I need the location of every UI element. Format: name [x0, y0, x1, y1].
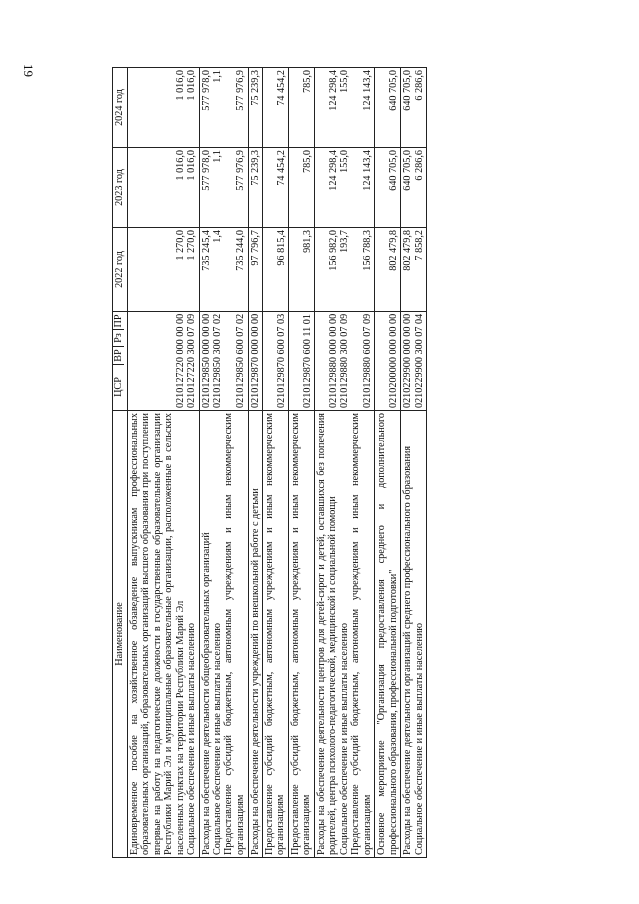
row-value-2023: 1,1 — [211, 150, 223, 163]
row-value-2024: 640 705,0 — [402, 70, 414, 111]
table-row — [315, 68, 375, 858]
row-value-2023-cell — [315, 148, 375, 228]
header-2023: 2023 год — [113, 148, 128, 228]
row-value-2024-cell — [315, 68, 375, 148]
header-row — [113, 68, 128, 858]
row-name-cell — [315, 411, 375, 858]
row-name-cell — [401, 411, 427, 858]
row-value-2022-cell — [401, 228, 427, 312]
header-csr: ЦСР — [113, 364, 124, 409]
row-value-2024: 74 454,2 — [275, 70, 287, 106]
row-value-2022-cell — [289, 228, 315, 312]
row-value-2023-cell — [199, 148, 248, 228]
row-code: 0210129880 600 07 09 — [361, 313, 373, 408]
row-value-2024: 155,0 — [339, 70, 351, 93]
row-name-cell — [375, 411, 401, 858]
row-value-2022: 802 479,8 — [402, 230, 414, 271]
row-name: Расходы на обеспечение деятельности центров для детей-сирот и детей, оставшихся без попечения родителей, центра психолого-педагогической, медицинской и социальной помощи — [316, 413, 339, 855]
row-name: Расходы на обеспечение деятельности организаций среднего профессионального образования — [402, 445, 414, 855]
row-code-cell — [128, 312, 200, 411]
row-value-2024: 6 286,6 — [413, 70, 425, 101]
row-value-2023: 74 454,2 — [275, 150, 287, 186]
row-value-2022: 735 244,0 — [235, 230, 247, 271]
row-value-2024: 640 705,0 — [387, 70, 399, 111]
row-value-2024-cell — [289, 68, 315, 148]
row-code: 0210129870 000 00 00 — [249, 313, 261, 408]
row-value-2023: 75 239,3 — [249, 150, 261, 186]
row-code-cell — [199, 312, 248, 411]
row-value-2023: 640 705,0 — [387, 150, 399, 191]
row-code: 0210129880 300 07 09 — [339, 313, 351, 408]
row-value-2023: 155,0 — [339, 150, 351, 173]
row-value-2022: 1 270,0 — [186, 230, 198, 261]
row-value-2022-cell — [128, 228, 200, 312]
row-value-2022-cell — [315, 228, 375, 312]
row-value-2024-cell — [128, 68, 200, 148]
row-value-2023-cell — [375, 148, 401, 228]
row-value-2022-cell — [263, 228, 289, 312]
row-code: 0210129880 000 00 00 — [327, 313, 339, 408]
row-value-2023-cell — [248, 148, 262, 228]
row-name: Предоставление субсидий бюджетным, автономным учреждениям и иным некоммерческим организациям — [290, 413, 313, 855]
row-value-2024: 1,1 — [211, 70, 223, 83]
row-code: 0210129850 300 07 02 — [211, 313, 223, 408]
row-name: Социальное обеспечение и иные выплаты населению — [211, 622, 223, 855]
row-value-2022-cell — [199, 228, 248, 312]
table-row — [248, 68, 262, 858]
row-value-2022: 97 796,7 — [249, 230, 261, 266]
table-row — [263, 68, 289, 858]
row-code-cell — [315, 312, 375, 411]
row-value-2024: 577 978,0 — [200, 70, 212, 111]
row-value-2022: 735 245,4 — [200, 230, 212, 271]
row-value-2022-cell — [375, 228, 401, 312]
row-code: 0210200000 000 00 00 — [387, 313, 399, 408]
row-value-2022: 96 815,4 — [275, 230, 287, 266]
header-rz: Рз — [113, 329, 124, 346]
row-name: Предоставление субсидий бюджетным, автономным учреждениям и иным некоммерческим организациям — [223, 413, 246, 855]
row-value-2023: 124 143,4 — [361, 150, 373, 191]
row-value-2022-cell — [248, 228, 262, 312]
row-value-2024: 1 016,0 — [186, 70, 198, 101]
row-value-2024: 75 239,3 — [249, 70, 261, 106]
row-name: Единовременное пособие на хозяйственное обзаведение выпускникам профессиональных образовательных организаций, образовательных организаций высшего образования при поступлении впервые на работу на педагогические должности в государственные образовательные организации Республики Марий Эл и муниципальные образовательные организации, расположенные в сельских населенных пунктах на территории Республики Марий Эл — [129, 413, 186, 855]
row-name-cell — [128, 411, 200, 858]
row-code: 0210229900 000 00 00 — [402, 313, 414, 408]
row-value-2022: 193,7 — [339, 230, 351, 253]
row-value-2024-cell — [199, 68, 248, 148]
row-value-2024: 124 298,4 — [327, 70, 339, 111]
page-number: 19 — [21, 64, 36, 77]
row-value-2024-cell — [263, 68, 289, 148]
rotated-table-wrap — [112, 68, 522, 858]
row-value-2024: 1 016,0 — [174, 70, 186, 101]
row-name: Предоставление субсидий бюджетным, автономным учреждениям и иным некоммерческим организациям — [264, 413, 287, 855]
row-code-cell — [289, 312, 315, 411]
row-code: 0210129870 600 11 01 — [301, 314, 313, 408]
budget-table — [112, 67, 427, 858]
table-row — [128, 68, 200, 858]
row-name: Расходы на обеспечение деятельности общеобразовательных организаций — [200, 532, 212, 855]
row-value-2023-cell — [263, 148, 289, 228]
row-name-cell — [248, 411, 262, 858]
row-value-2023-cell — [401, 148, 427, 228]
row-code-cell — [248, 312, 262, 411]
row-value-2022: 1 270,0 — [174, 230, 186, 261]
row-code-cell — [375, 312, 401, 411]
row-value-2023: 785,0 — [301, 150, 313, 173]
row-value-2023: 6 286,6 — [413, 150, 425, 181]
row-name: Социальное обеспечение и иные выплаты населению — [186, 622, 198, 855]
row-code: 0210127220 300 07 09 — [186, 313, 198, 408]
row-name: Социальное обеспечение и иные выплаты населению — [338, 622, 350, 855]
row-value-2022: 1,4 — [211, 230, 223, 243]
row-code: 0210129850 000 00 00 — [200, 313, 212, 408]
row-name: Основное мероприятие "Организация предоставления среднего и дополнительного профессионального образования, профессиональной подготовки" — [376, 413, 399, 855]
row-value-2023: 1 016,0 — [186, 150, 198, 181]
row-value-2023-cell — [289, 148, 315, 228]
row-name-cell — [263, 411, 289, 858]
row-name-cell — [289, 411, 315, 858]
table-row — [401, 68, 427, 858]
row-value-2024: 577 976,9 — [235, 70, 247, 111]
row-code: 0210127220 000 00 00 — [174, 313, 186, 408]
header-vr: ВР — [113, 346, 124, 364]
table-row — [375, 68, 401, 858]
row-value-2022: 156 982,0 — [327, 230, 339, 271]
row-code-cell — [263, 312, 289, 411]
row-value-2023: 577 976,9 — [235, 150, 247, 191]
table-row — [199, 68, 248, 858]
row-value-2022: 802 479,8 — [387, 230, 399, 271]
row-value-2022: 7 858,2 — [413, 230, 425, 261]
row-value-2023: 1 016,0 — [174, 150, 186, 181]
table-row — [289, 68, 315, 858]
row-value-2024-cell — [401, 68, 427, 148]
row-code: 0210129850 600 07 02 — [235, 313, 247, 408]
row-value-2022: 156 788,3 — [361, 230, 373, 271]
row-value-2023: 577 978,0 — [200, 150, 212, 191]
header-2024: 2024 год — [113, 68, 128, 148]
row-name: Предоставление субсидий бюджетным, автономным учреждениям и иным некоммерческим организациям — [350, 413, 373, 855]
row-value-2023: 124 298,4 — [327, 150, 339, 191]
row-name-cell — [199, 411, 248, 858]
row-value-2023: 640 705,0 — [402, 150, 414, 191]
row-value-2024: 785,0 — [301, 70, 313, 93]
row-value-2022: 981,3 — [301, 230, 313, 253]
header-pr: ПР — [113, 314, 124, 328]
header-2022: 2022 год — [113, 228, 128, 312]
row-value-2023-cell — [128, 148, 200, 228]
row-code-cell — [401, 312, 427, 411]
row-code: 0210129870 600 07 03 — [275, 313, 287, 408]
row-code: 0210229900 300 07 04 — [413, 313, 425, 408]
header-codes — [113, 312, 128, 411]
header-name: Наименование — [113, 411, 128, 858]
row-name: Расходы на обеспечение деятельности учреждений по внешкольной работе с детьми — [249, 488, 261, 855]
row-value-2024-cell — [375, 68, 401, 148]
row-name: Социальное обеспечение и иные выплаты населению — [413, 622, 425, 855]
row-value-2024-cell — [248, 68, 262, 148]
row-value-2024: 124 143,4 — [361, 70, 373, 111]
